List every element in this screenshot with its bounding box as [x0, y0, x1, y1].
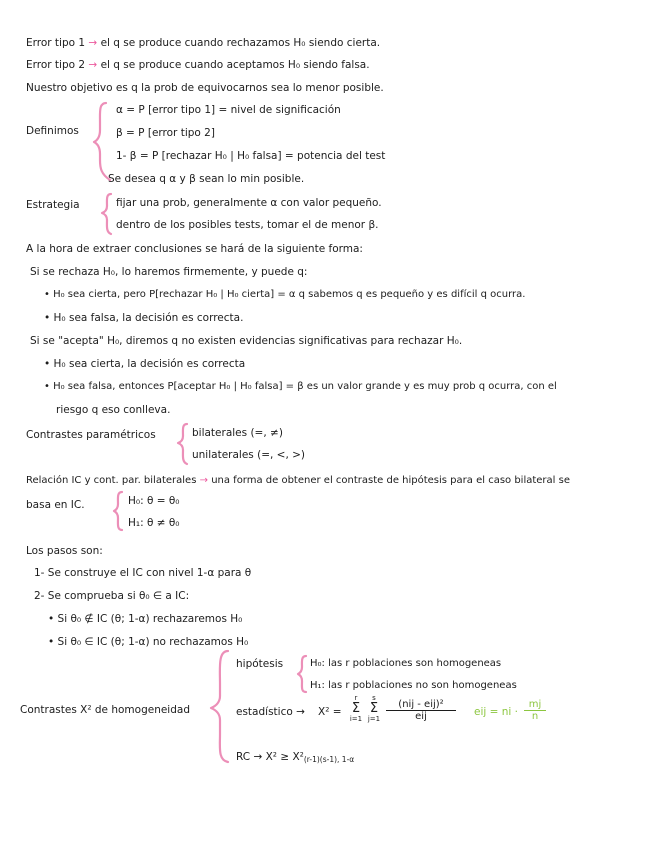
error-tipo-1-text: el q se produce cuando rechazamos H₀ siendo cierta.	[100, 37, 381, 49]
estrategia-2: dentro de los posibles tests, tomar el de menor β.	[116, 219, 379, 231]
relacion-text: una forma de obtener el contraste de hipótesis para el caso bilateral se	[211, 475, 570, 486]
contrastes-param-label: Contrastes paramétricos	[26, 429, 156, 441]
homogeneidad-label: Contrastes X² de homogeneidad	[20, 704, 190, 716]
bullet-cierta-2: • H₀ sea cierta, la decisión es correcta	[44, 358, 246, 370]
bullet-falsa-2: • H₀ sea falsa, entonces P[aceptar H₀ | H₀ falsa] = β es un valor grande y es muy prob q ocurra, con el	[44, 381, 557, 392]
chi-fraction	[386, 699, 456, 722]
line-acepta: Si se "acepta" H₀, diremos q no existen evidencias significativas para rechazar H₀.	[30, 335, 463, 347]
def-desea: Se desea q α y β sean lo min posible.	[108, 173, 305, 185]
paso-1: 1- Se construye el IC con nivel 1-α para θ	[34, 567, 252, 579]
chi-denominator: eij	[415, 711, 427, 722]
h1-ic: H₁: θ ≠ θ₀	[128, 517, 180, 529]
paso-2: 2- Se comprueba si θ₀ ∈ a IC:	[34, 590, 190, 602]
sum-j: s Σ j=1	[367, 694, 381, 723]
estrategia-brace	[100, 192, 114, 236]
def-alpha: α = P [error tipo 1] = nivel de significación	[116, 104, 341, 116]
chi-symbol: X² =	[318, 706, 342, 718]
arrow-icon: →	[88, 59, 98, 71]
sum-j-bottom: j=1	[367, 715, 381, 723]
pasos-label: Los pasos son:	[26, 545, 103, 557]
line-error-tipo-1	[26, 36, 380, 50]
bullet-cierta: • H₀ sea cierta, pero P[rechazar H₀ | H₀ cierta] = α q sabemos q es pequeño y es difícil q ocurra.	[44, 289, 526, 300]
error-tipo-2-label: Error tipo 2	[26, 59, 86, 71]
chi-numerator: (nij - eij)²	[386, 699, 456, 711]
rc-formula	[236, 750, 354, 767]
unilaterales: unilaterales (=, <, >)	[192, 449, 306, 461]
bullet-falsa-2-cont: riesgo q eso conlleva.	[56, 404, 171, 416]
eij-formula: eij = ni ·	[474, 706, 519, 718]
rc-text: RC → X² ≥ X²	[236, 751, 304, 763]
hipotesis-label: hipótesis	[236, 658, 284, 670]
line-error-tipo-2	[26, 58, 370, 72]
def-beta: β = P [error tipo 2]	[116, 127, 215, 139]
paso-2b: • Si θ₀ ∈ IC (θ; 1-α) no rechazamos H₀	[48, 636, 249, 648]
hipotesis-brace	[296, 654, 308, 694]
eij-numerator: mj	[524, 699, 546, 711]
line-rechaza: Si se rechaza H₀, lo haremos firmemente, y puede q:	[30, 266, 308, 278]
bilaterales: bilaterales (=, ≠)	[192, 427, 283, 439]
sum-i-top: r	[354, 694, 358, 702]
contrastes-brace	[176, 422, 190, 466]
def-potencia: 1- β = P [rechazar H₀ | H₀ falsa] = potencia del test	[116, 150, 386, 162]
relacion-label: Relación IC y cont. par. bilaterales	[26, 475, 197, 486]
homogeneidad-brace	[208, 648, 232, 766]
estrategia-label: Estrategia	[26, 199, 80, 211]
eij-fraction	[524, 699, 546, 722]
estrategia-1: fijar una prob, generalmente α con valor pequeño.	[116, 197, 382, 209]
error-tipo-1-label: Error tipo 1	[26, 37, 86, 49]
estadistico-label: estadístico →	[236, 706, 305, 718]
rc-subscript: (r-1)(s-1), 1-α	[303, 755, 355, 764]
line-objetivo: Nuestro objetivo es q la prob de equivocarnos sea lo menor posible.	[26, 82, 384, 94]
definimos-label: Definimos	[26, 125, 79, 137]
hipotesis-h0: H₀: las r poblaciones son homogeneas	[310, 658, 502, 669]
hipotesis-h1: H₁: las r poblaciones no son homogeneas	[310, 680, 517, 691]
arrow-icon: →	[199, 475, 208, 486]
sum-j-top: s	[372, 694, 376, 702]
h0-ic: H₀: θ = θ₀	[128, 495, 180, 507]
line-relacion	[26, 474, 570, 488]
line-basa: basa en IC.	[26, 499, 85, 511]
hipotesis-ic-brace	[112, 490, 124, 532]
sum-i: r Σ i=1	[349, 694, 363, 723]
paso-2a: • Si θ₀ ∉ IC (θ; 1-α) rechazaremos H₀	[48, 613, 243, 625]
sum-i-bottom: i=1	[349, 715, 363, 723]
line-hora: A la hora de extraer conclusiones se hará de la siguiente forma:	[26, 243, 363, 255]
eij-denominator: n	[531, 711, 539, 722]
bullet-falsa: • H₀ sea falsa, la decisión es correcta.	[44, 312, 244, 324]
arrow-icon: →	[88, 37, 98, 49]
error-tipo-2-text: el q se produce cuando aceptamos H₀ siendo falsa.	[100, 59, 370, 71]
